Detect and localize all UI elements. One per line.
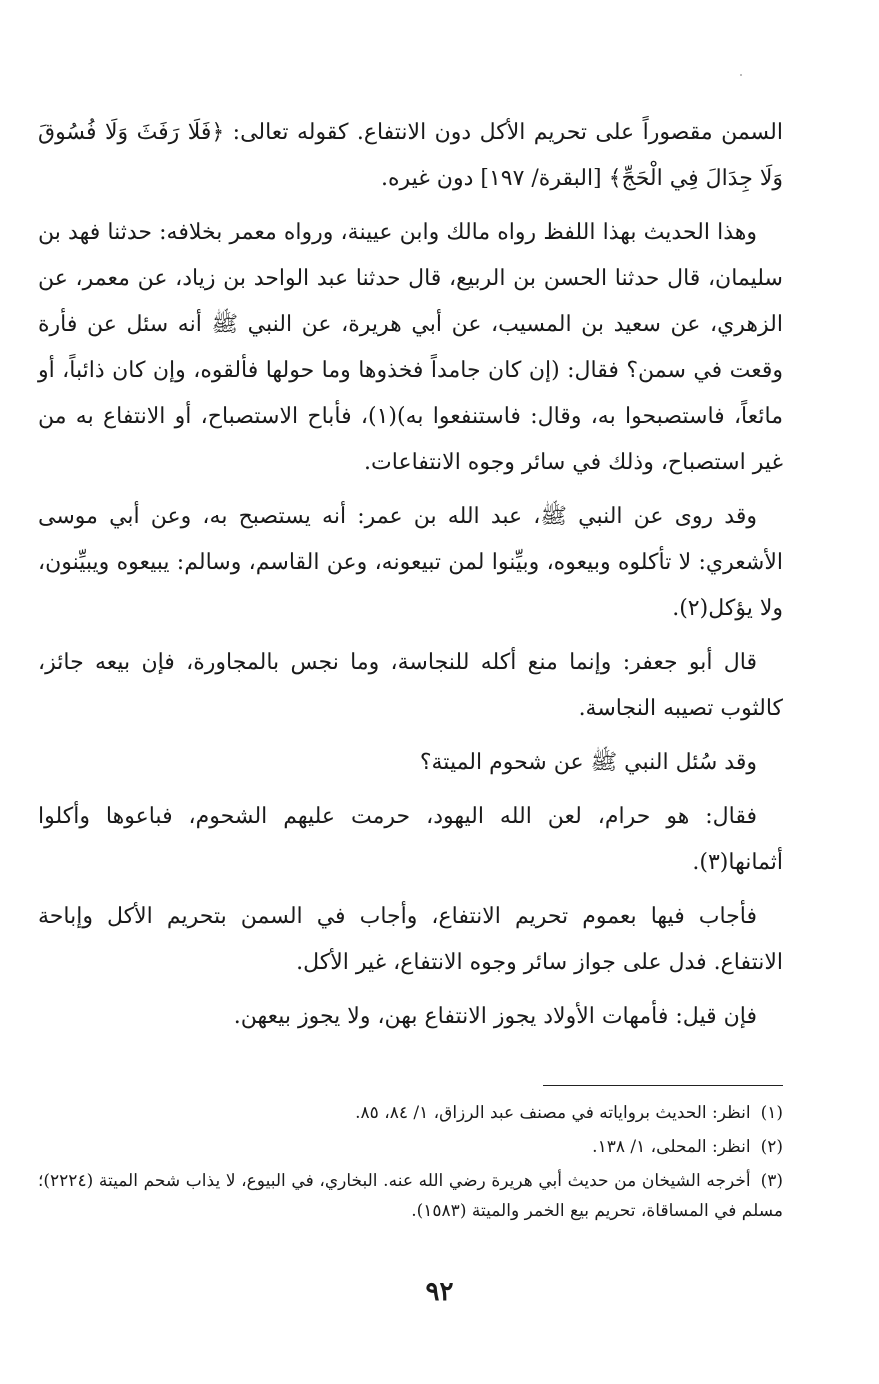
page-number: ٩٢ <box>425 1277 454 1307</box>
footnote-separator <box>543 1085 783 1086</box>
paragraph-continuation: السمن مقصوراً على تحريم الأكل دون الانتفاع. كقوله تعالى: ﴿فَلَا رَفَثَ وَلَا فُسُوقَ وَلَا جِدَالَ فِي الْحَجِّ﴾ [البقرة/ ١٩٧] دون غيره. <box>38 120 783 191</box>
footnote-text: انظر: الحديث برواياته في مصنف عبد الرزاق، ١/ ٨٤، ٨٥. <box>355 1103 751 1123</box>
main-text <box>38 110 783 1048</box>
scan-speck <box>740 74 742 76</box>
footnote-number: (١) <box>760 1103 783 1123</box>
footnote-item <box>38 1166 783 1226</box>
footnote-text: انظر: المحلى، ١/ ١٣٨. <box>592 1137 751 1157</box>
paragraph-answer: فقال: هو حرام، لعن الله اليهود، حرمت عليهم الشحوم، فباعوها وأكلوا أثمانها(٣). <box>38 804 783 875</box>
footnote-number: (٣) <box>760 1171 783 1191</box>
paragraph-abu-jafar: قال أبو جعفر: وإنما منع أكله للنجاسة، وما نجس بالمجاورة، فإن بيعه جائز، كالثوب تصيبه النجاسة. <box>38 650 783 721</box>
footnote-item <box>38 1132 783 1162</box>
paragraph-conclusion: فأجاب فيها بعموم تحريم الانتفاع، وأجاب في السمن بتحريم الأكل وإباحة الانتفاع. فدل على جواز سائر وجوه الانتفاع، غير الأكل. <box>38 904 783 975</box>
footnote-text: أخرجه الشيخان من حديث أبي هريرة رضي الله عنه. البخاري، في البيوع، لا يذاب شحم الميتة (٢٢٢٤)؛ مسلم في المساقاة، تحريم بيع الخمر والميتة (١٥٨٣). <box>38 1171 783 1221</box>
paragraph-objection: فإن قيل: فأمهات الأولاد يجوز الانتفاع بهن، ولا يجوز بيعهن. <box>233 1004 757 1029</box>
footnote-number: (٢) <box>760 1137 783 1157</box>
footnote-item <box>38 1098 783 1128</box>
paragraph-other-narrations: وقد روى عن النبي ﷺ، عبد الله بن عمر: أنه يستصبح به، وعن أبي موسى الأشعري: لا تأكلوه وبيعوه، وبيِّنوا لمن تبيعونه، وعن القاسم، وسالم: يبيعوه ويبيِّنون، ولا يؤكل(٢). <box>38 504 783 621</box>
paragraph-question-fat: وقد سُئل النبي ﷺ عن شحوم الميتة؟ <box>419 750 757 775</box>
paragraph-hadith-chain: وهذا الحديث بهذا اللفظ رواه مالك وابن عيينة، ورواه معمر بخلافه: حدثنا فهد بن سليمان، قال حدثنا الحسن بن الربيع، قال حدثنا عبد الواحد بن زياد، عن معمر، عن الزهري، عن سعيد بن المسيب، عن أبي هريرة، عن النبي ﷺ أنه سئل عن فأرة وقعت في سمن؟ فقال: (إن كان جامداً فخذوها وما حولها فألقوه، وإن كان ذائباً، أو مائعاً، فاستصبحوا به، وقال: فاستنفعوا به)(١)، فأباح الاستصباح، أو الانتفاع به من غير استصباح، وذلك في سائر وجوه الانتفاعات. <box>38 220 783 475</box>
footnotes <box>38 1098 783 1230</box>
